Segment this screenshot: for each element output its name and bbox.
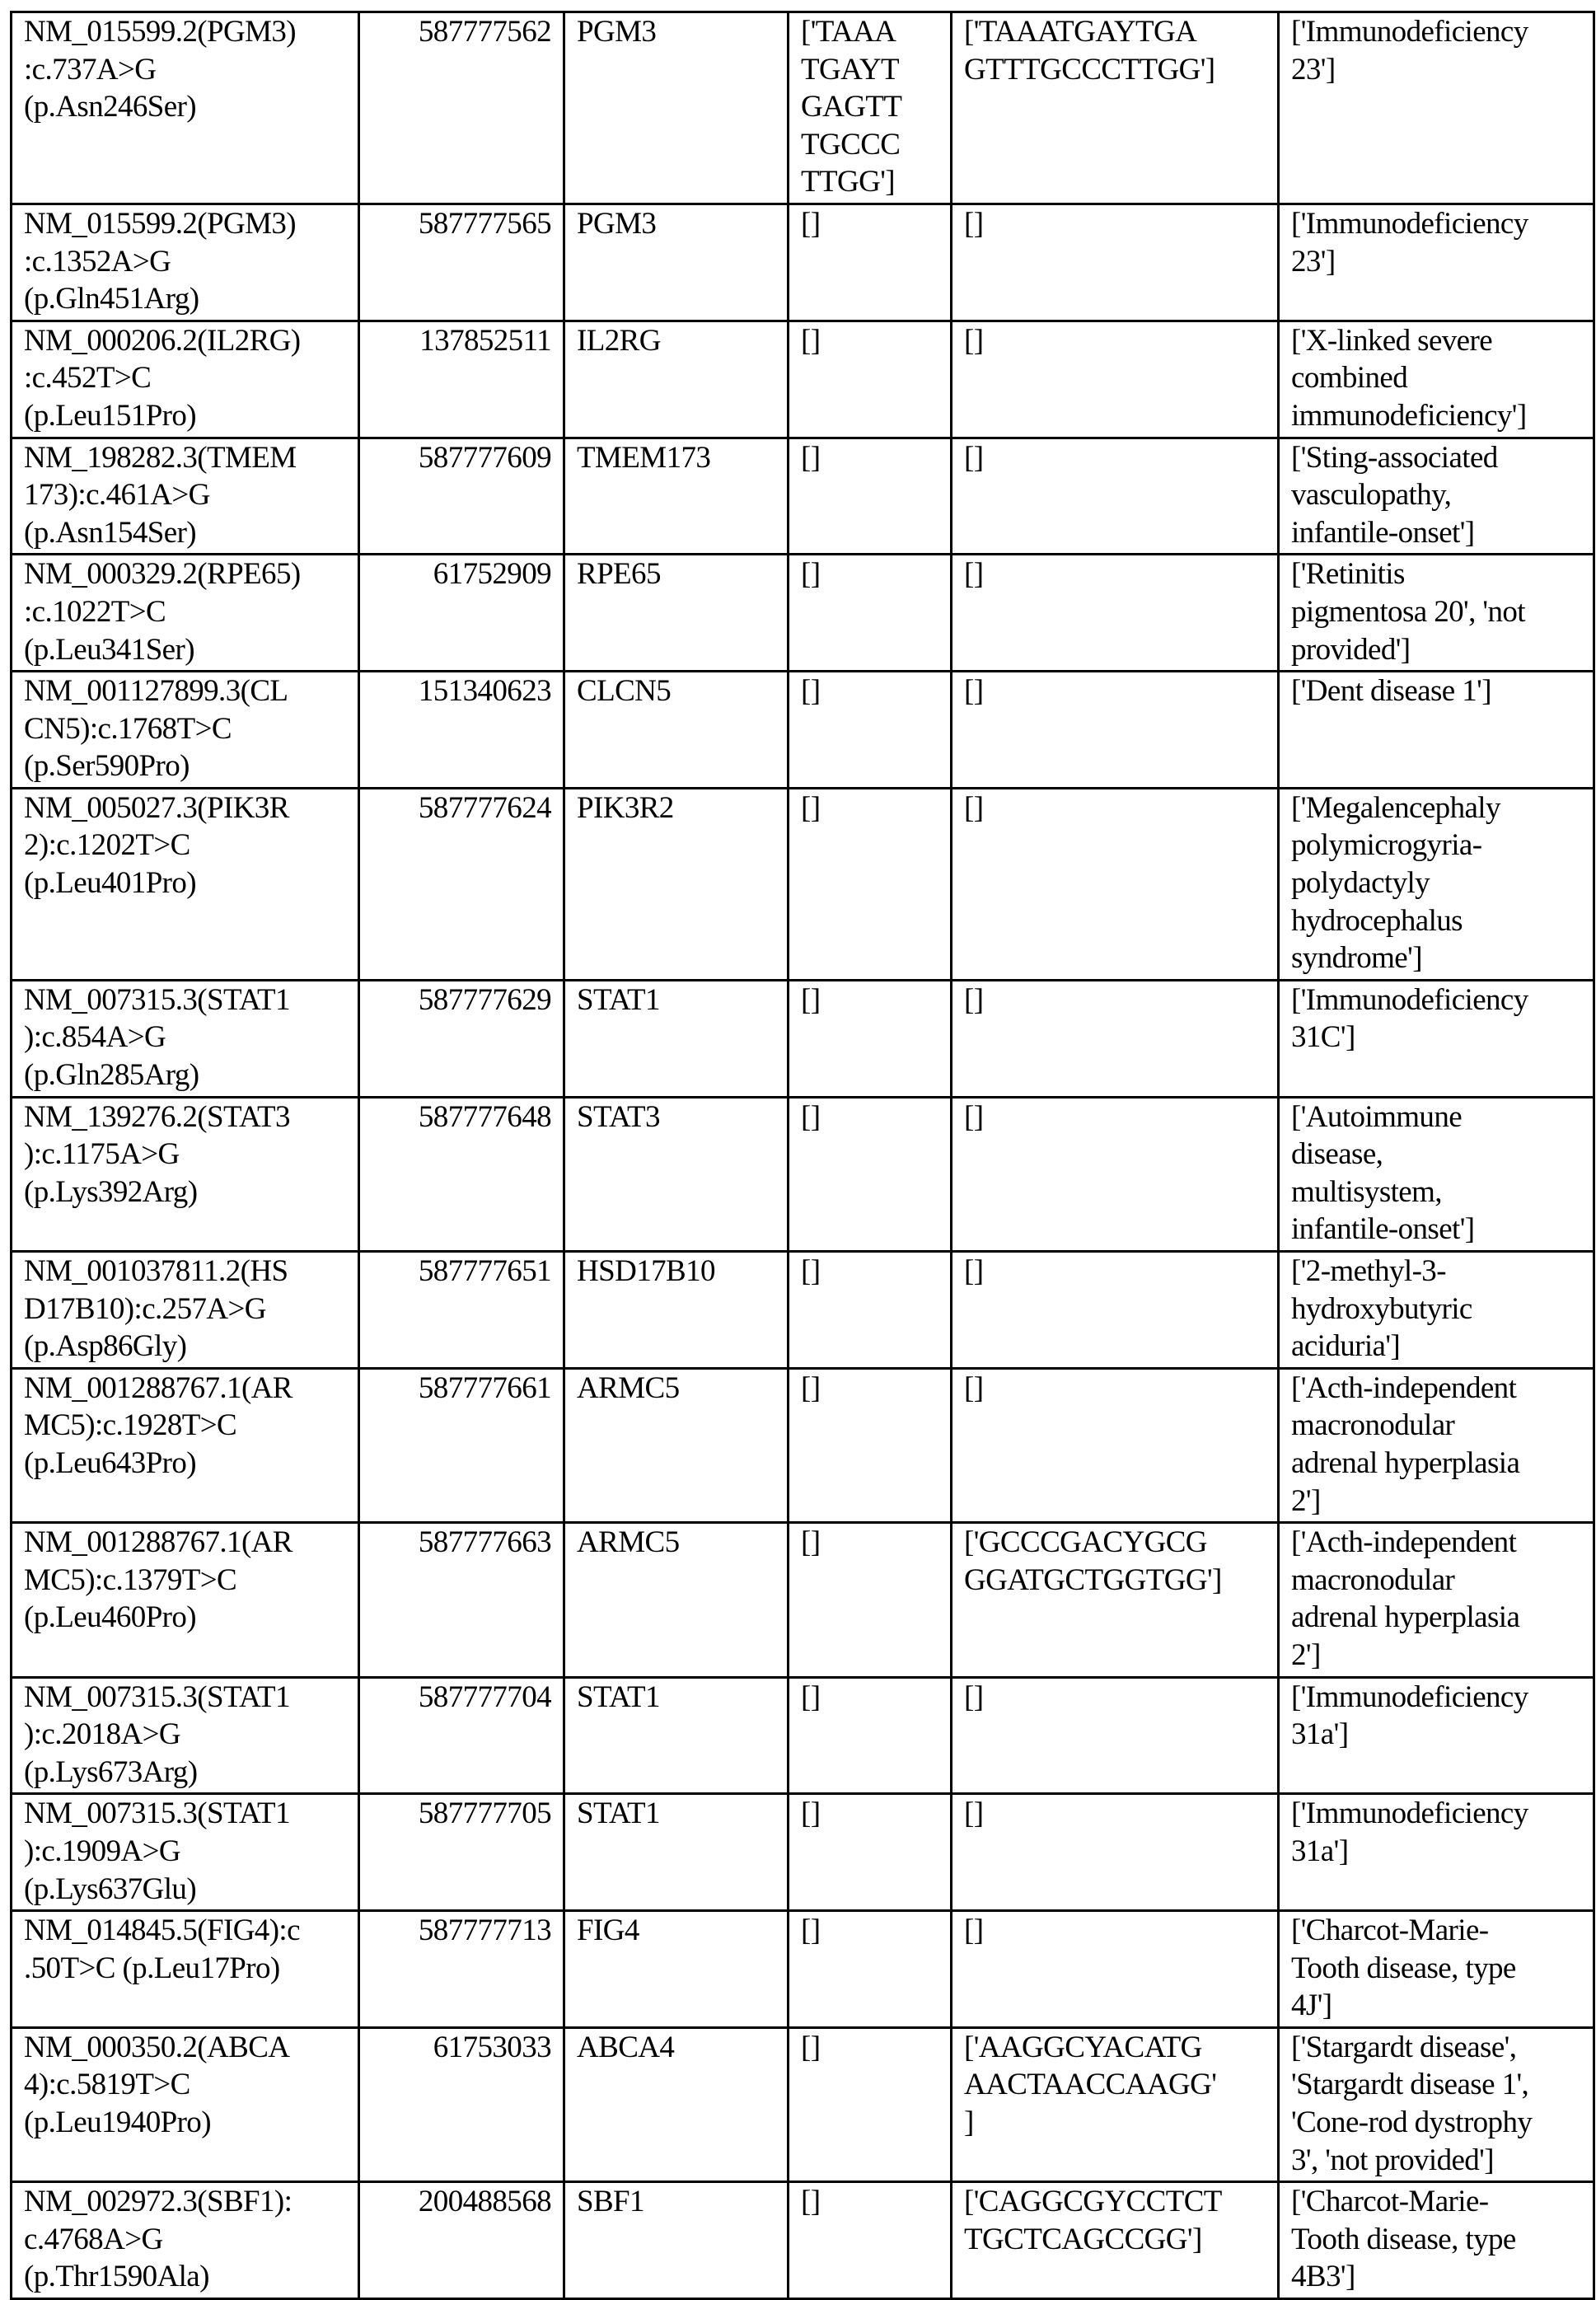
guide-sequence-cell: [] — [952, 1252, 1279, 1369]
id-cell: 587777624 — [359, 788, 564, 980]
table-row — [12, 672, 1594, 789]
id-cell: 587777705 — [359, 1794, 564, 1911]
sequence-cell: [] — [789, 672, 952, 789]
gene-cell: PGM3 — [564, 204, 789, 321]
guide-sequence-cell: [] — [952, 1677, 1279, 1794]
condition-cell: ['2-methyl-3- hydroxybutyric aciduria'] — [1279, 1252, 1594, 1369]
table-row — [12, 555, 1594, 672]
variant-table — [10, 11, 1595, 2300]
gene-cell: PIK3R2 — [564, 788, 789, 980]
id-cell: 587777713 — [359, 1911, 564, 2028]
id-cell: 587777651 — [359, 1252, 564, 1369]
gene-cell: HSD17B10 — [564, 1252, 789, 1369]
variant-cell: NM_001288767.1(AR MC5):c.1379T>C (p.Leu460Pro) — [12, 1523, 359, 1677]
sequence-cell: [] — [789, 1368, 952, 1522]
gene-cell: ARMC5 — [564, 1523, 789, 1677]
id-cell: 587777661 — [359, 1368, 564, 1522]
sequence-cell: [] — [789, 1252, 952, 1369]
guide-sequence-cell: ['AAGGCYACATG AACTAACCAAGG' ] — [952, 2027, 1279, 2181]
table-row — [12, 1097, 1594, 1251]
variant-cell: NM_002972.3(SBF1): c.4768A>G (p.Thr1590Ala) — [12, 2182, 359, 2299]
id-cell: 151340623 — [359, 672, 564, 789]
table-row — [12, 2182, 1594, 2299]
gene-cell: TMEM173 — [564, 438, 789, 555]
table-row — [12, 438, 1594, 555]
sequence-cell: [] — [789, 2182, 952, 2299]
variant-cell: NM_007315.3(STAT1 ):c.1909A>G (p.Lys637Glu) — [12, 1794, 359, 1911]
variant-cell: NM_007315.3(STAT1 ):c.2018A>G (p.Lys673Arg) — [12, 1677, 359, 1794]
gene-cell: CLCN5 — [564, 672, 789, 789]
condition-cell: ['Acth-independent macronodular adrenal hyperplasia 2'] — [1279, 1523, 1594, 1677]
condition-cell: ['Immunodeficiency 31a'] — [1279, 1794, 1594, 1911]
table-row — [12, 1368, 1594, 1522]
sequence-cell: ['TAAA TGAYT GAGTT TGCCC TTGG'] — [789, 12, 952, 204]
condition-cell: ['Autoimmune disease, multisystem, infantile-onset'] — [1279, 1097, 1594, 1251]
table-row — [12, 1911, 1594, 2028]
sequence-cell: [] — [789, 788, 952, 980]
guide-sequence-cell: [] — [952, 1911, 1279, 2028]
variant-cell: NM_000329.2(RPE65) :c.1022T>C (p.Leu341Ser) — [12, 555, 359, 672]
variant-cell: NM_007315.3(STAT1 ):c.854A>G (p.Gln285Arg) — [12, 980, 359, 1097]
sequence-cell: [] — [789, 1677, 952, 1794]
gene-cell: IL2RG — [564, 321, 789, 438]
table-row — [12, 788, 1594, 980]
variant-cell: NM_000350.2(ABCA 4):c.5819T>C (p.Leu1940Pro) — [12, 2027, 359, 2181]
gene-cell: SBF1 — [564, 2182, 789, 2299]
sequence-cell: [] — [789, 555, 952, 672]
sequence-cell: [] — [789, 1097, 952, 1251]
condition-cell: ['Megalencephaly polymicrogyria- polydactyly hydrocephalus syndrome'] — [1279, 788, 1594, 980]
gene-cell: RPE65 — [564, 555, 789, 672]
condition-cell: ['Charcot-Marie- Tooth disease, type 4J'] — [1279, 1911, 1594, 2028]
sequence-cell: [] — [789, 204, 952, 321]
id-cell: 587777663 — [359, 1523, 564, 1677]
sequence-cell: [] — [789, 321, 952, 438]
gene-cell: ABCA4 — [564, 2027, 789, 2181]
guide-sequence-cell: [] — [952, 321, 1279, 438]
id-cell: 61752909 — [359, 555, 564, 672]
condition-cell: ['X-linked severe combined immunodeficiency'] — [1279, 321, 1594, 438]
variant-cell: NM_014845.5(FIG4):c .50T>C (p.Leu17Pro) — [12, 1911, 359, 2028]
variant-cell: NM_198282.3(TMEM 173):c.461A>G (p.Asn154Ser) — [12, 438, 359, 555]
id-cell: 137852511 — [359, 321, 564, 438]
gene-cell: ARMC5 — [564, 1368, 789, 1522]
condition-cell: ['Stargardt disease', 'Stargardt disease 1', 'Cone-rod dystrophy 3', 'not provided'] — [1279, 2027, 1594, 2181]
id-cell: 587777562 — [359, 12, 564, 204]
condition-cell: ['Immunodeficiency 31a'] — [1279, 1677, 1594, 1794]
guide-sequence-cell: [] — [952, 555, 1279, 672]
variant-cell: NM_139276.2(STAT3 ):c.1175A>G (p.Lys392Arg) — [12, 1097, 359, 1251]
gene-cell: PGM3 — [564, 12, 789, 204]
variant-cell: NM_015599.2(PGM3) :c.1352A>G (p.Gln451Arg) — [12, 204, 359, 321]
table-row — [12, 980, 1594, 1097]
table-row — [12, 2027, 1594, 2181]
guide-sequence-cell: [] — [952, 788, 1279, 980]
table-row — [12, 1523, 1594, 1677]
table-row — [12, 321, 1594, 438]
gene-cell: STAT1 — [564, 1794, 789, 1911]
sequence-cell: [] — [789, 1523, 952, 1677]
gene-cell: STAT1 — [564, 1677, 789, 1794]
condition-cell: ['Sting-associated vasculopathy, infantile-onset'] — [1279, 438, 1594, 555]
condition-cell: ['Immunodeficiency 23'] — [1279, 204, 1594, 321]
variant-cell: NM_015599.2(PGM3) :c.737A>G (p.Asn246Ser) — [12, 12, 359, 204]
guide-sequence-cell: [] — [952, 672, 1279, 789]
sequence-cell: [] — [789, 438, 952, 555]
id-cell: 587777648 — [359, 1097, 564, 1251]
guide-sequence-cell: [] — [952, 1368, 1279, 1522]
variant-cell: NM_001037811.2(HS D17B10):c.257A>G (p.Asp86Gly) — [12, 1252, 359, 1369]
sequence-cell: [] — [789, 980, 952, 1097]
condition-cell: ['Immunodeficiency 31C'] — [1279, 980, 1594, 1097]
condition-cell: ['Acth-independent macronodular adrenal hyperplasia 2'] — [1279, 1368, 1594, 1522]
guide-sequence-cell: ['GCCCGACYGCG GGATGCTGGTGG'] — [952, 1523, 1279, 1677]
id-cell: 587777609 — [359, 438, 564, 555]
condition-cell: ['Dent disease 1'] — [1279, 672, 1594, 789]
variant-cell: NM_000206.2(IL2RG) :c.452T>C (p.Leu151Pro) — [12, 321, 359, 438]
condition-cell: ['Charcot-Marie- Tooth disease, type 4B3'] — [1279, 2182, 1594, 2299]
condition-cell: ['Immunodeficiency 23'] — [1279, 12, 1594, 204]
table-row — [12, 204, 1594, 321]
guide-sequence-cell: [] — [952, 1794, 1279, 1911]
table-row — [12, 1677, 1594, 1794]
condition-cell: ['Retinitis pigmentosa 20', 'not provided'] — [1279, 555, 1594, 672]
variant-cell: NM_001288767.1(AR MC5):c.1928T>C (p.Leu643Pro) — [12, 1368, 359, 1522]
gene-cell: FIG4 — [564, 1911, 789, 2028]
guide-sequence-cell: ['CAGGCGYCCTCT TGCTCAGCCGG'] — [952, 2182, 1279, 2299]
guide-sequence-cell: ['TAAATGAYTGA GTTTGCCCTTGG'] — [952, 12, 1279, 204]
sequence-cell: [] — [789, 2027, 952, 2181]
guide-sequence-cell: [] — [952, 204, 1279, 321]
table-row — [12, 1252, 1594, 1369]
sequence-cell: [] — [789, 1794, 952, 1911]
id-cell: 61753033 — [359, 2027, 564, 2181]
table-row — [12, 1794, 1594, 1911]
gene-cell: STAT1 — [564, 980, 789, 1097]
id-cell: 587777565 — [359, 204, 564, 321]
table-body — [12, 12, 1594, 2299]
guide-sequence-cell: [] — [952, 1097, 1279, 1251]
id-cell: 587777704 — [359, 1677, 564, 1794]
table-row — [12, 12, 1594, 204]
id-cell: 587777629 — [359, 980, 564, 1097]
variant-cell: NM_005027.3(PIK3R 2):c.1202T>C (p.Leu401Pro) — [12, 788, 359, 980]
sequence-cell: [] — [789, 1911, 952, 2028]
id-cell: 200488568 — [359, 2182, 564, 2299]
guide-sequence-cell: [] — [952, 980, 1279, 1097]
guide-sequence-cell: [] — [952, 438, 1279, 555]
gene-cell: STAT3 — [564, 1097, 789, 1251]
variant-cell: NM_001127899.3(CL CN5):c.1768T>C (p.Ser590Pro) — [12, 672, 359, 789]
